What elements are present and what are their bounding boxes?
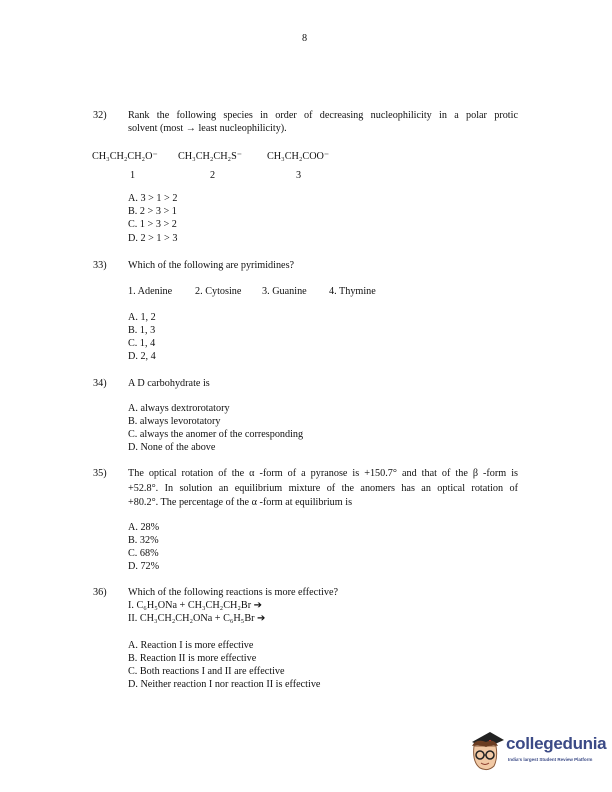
list-item: 1. Adenine	[128, 286, 173, 297]
question-number: 35)	[93, 468, 107, 479]
mascot-icon	[466, 728, 506, 774]
brand-name: collegedunia	[506, 734, 607, 753]
option-d: D. None of the above	[128, 442, 216, 453]
option-a: A. 3 > 1 > 2	[128, 193, 178, 204]
option-a: A. always dextrorotatory	[128, 403, 230, 414]
question-number: 36)	[93, 587, 107, 598]
option-d: D. 2 > 1 > 3	[128, 233, 178, 244]
question-number: 33)	[93, 260, 107, 271]
question-text: Which of the following reactions is more effective?	[128, 587, 338, 598]
list-item: 2. Cytosine	[195, 286, 242, 297]
option-d: D. 72%	[128, 561, 160, 572]
question-text: A D carbohydrate is	[128, 378, 210, 389]
option-a: A. 1, 2	[128, 312, 156, 323]
question-text: +80.2°. The percentage of the α -form at equilibrium is	[128, 497, 353, 508]
option-b: B. always levorotatory	[128, 416, 221, 427]
option-c: C. always the anomer of the corresponding	[128, 429, 304, 440]
option-c: C. 68%	[128, 548, 159, 559]
option-b: B. 1, 3	[128, 325, 156, 336]
option-c: C. 1, 4	[128, 338, 156, 349]
species-number: 2	[210, 170, 216, 181]
option-d: D. 2, 4	[128, 351, 156, 362]
option-b: B. Reaction II is more effective	[128, 653, 257, 664]
option-b: B. 32%	[128, 535, 159, 546]
reaction-2: II. CH₃CH₂CH₂ONa + C₆H₅Br ➔	[128, 613, 266, 624]
question-number: 32)	[93, 110, 107, 121]
question-text: The optical rotation of the α -form of a pyranose is +150.7° and that of the β -form is	[128, 468, 518, 479]
option-c: C. Both reactions I and II are effective	[128, 666, 285, 677]
question-text: solvent (most → least nucleophilicity).	[128, 123, 287, 134]
reaction-1: I. C₆H₅ONa + CH₃CH₂CH₂Br ➔	[128, 600, 263, 611]
species: CH₃CH₂CH₂O⁻	[92, 151, 158, 162]
page-number: 8	[302, 33, 308, 44]
species-number: 1	[130, 170, 136, 181]
collegedunia-logo	[466, 728, 606, 776]
brand-tagline: India's largest Student Review Platform	[508, 757, 593, 762]
option-a: A. 28%	[128, 522, 160, 533]
list-item: 4. Thymine	[329, 286, 376, 297]
option-a: A. Reaction I is more effective	[128, 640, 254, 651]
option-d: D. Neither reaction I nor reaction II is effective	[128, 679, 321, 690]
question-number: 34)	[93, 378, 107, 389]
species: CH₃CH₂COO⁻	[267, 151, 330, 162]
option-b: B. 2 > 3 > 1	[128, 206, 177, 217]
question-text: Which of the following are pyrimidines?	[128, 260, 295, 271]
list-item: 3. Guanine	[262, 286, 307, 297]
option-c: C. 1 > 3 > 2	[128, 219, 177, 230]
question-text: Rank the following species in order of decreasing nucleophilicity in a polar protic	[128, 110, 518, 121]
species: CH₃CH₂CH₂S⁻	[178, 151, 243, 162]
species-number: 3	[296, 170, 302, 181]
question-text: +52.8°. In solution an equilibrium mixture of the anomers has an optical rotation of	[128, 483, 518, 494]
